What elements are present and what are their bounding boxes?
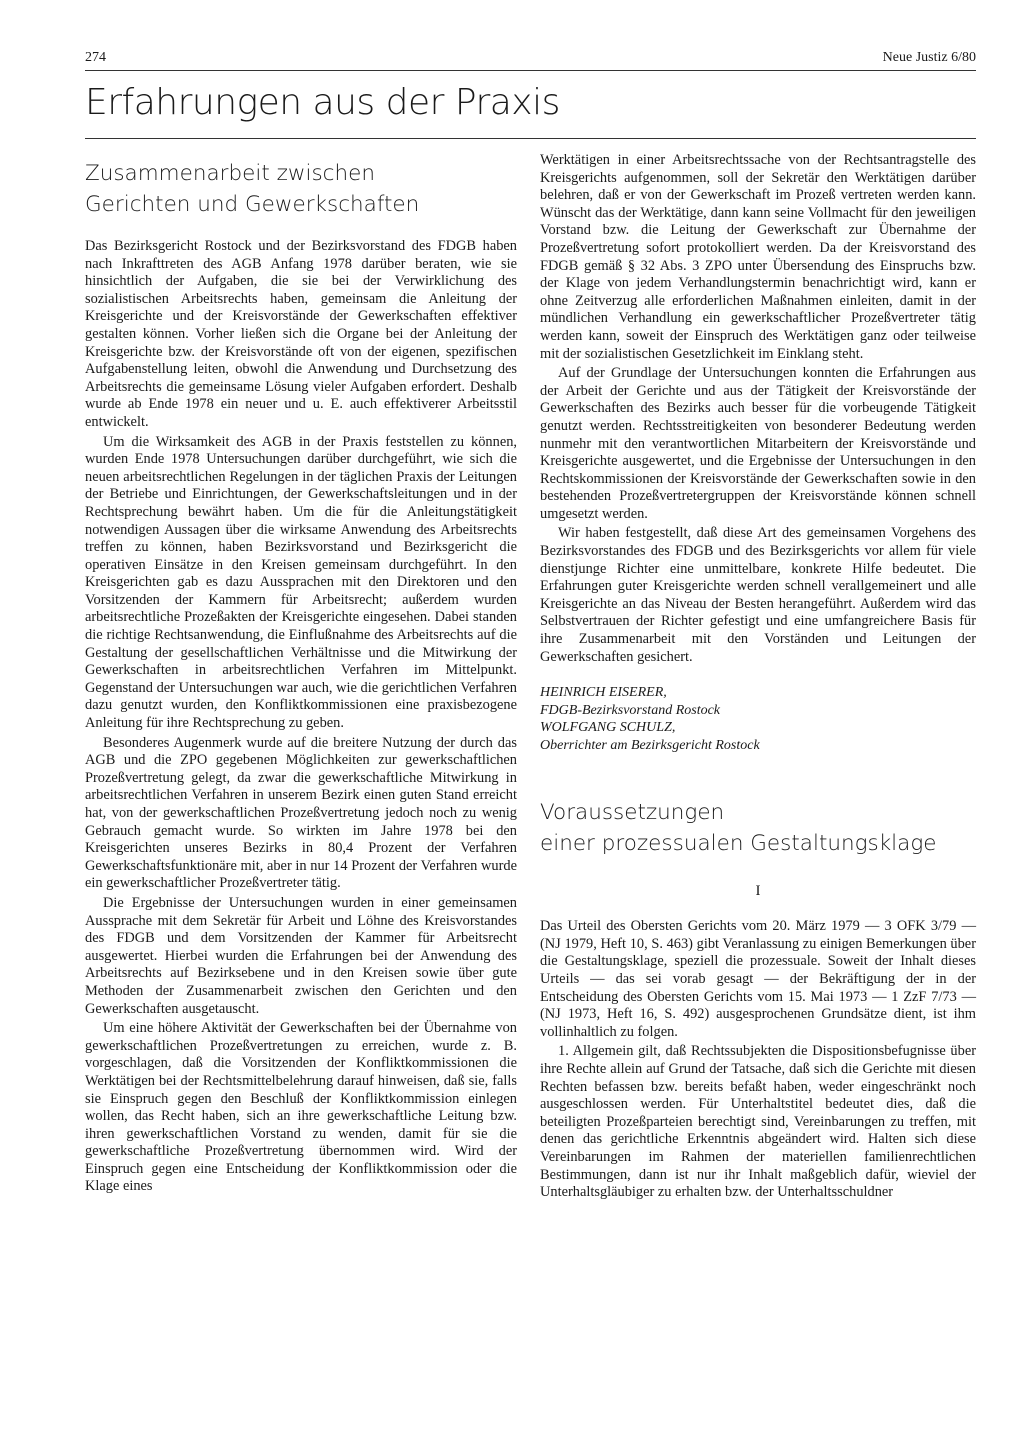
paragraph: Auf der Grundlage der Untersuchungen konnten die Erfahrungen aus der Arbeit der Gerichte und aus der Tätigkeit der Kreisvorstände der Gewerkschaften des Bezirks auch besser für die vorbeugende Tätigkeit genutzt werden. Rechtsstreitigkeiten von besonderer Bedeutung werden nunmehr mit den verantwortlichen Mitarbeitern der Kreisvorstände und Kreisgerichte ausgewertet, und die Ergebnisse der Untersuchungen in den Rechtskommissionen der Kreisvorstände der Gewerkschaften sowie in den bestehenden Prozeßvertretergruppen der Kreisvorstände können schnell umgesetzt werden. — [540, 365, 976, 522]
author-name: HEINRICH EISERER, — [540, 685, 667, 701]
right-column — [540, 152, 976, 1204]
paragraph: Besonderes Augenmerk wurde auf die breitere Nutzung der durch das AGB und die ZPO gegebenen Möglichkeiten zur gewerkschaftlichen Prozeßvertretung gelegt, da zwar die gewerkschaftliche Mitwirkung in arbeitsrechtlichen Verfahren in unserem Bezirk einen guten Stand erreicht hat, von der gewerkschaftlichen Prozeßvertretung jedoch noch zu wenig Gebrauch gemacht wurde. So wirkten im Jahre 1978 bei den Kreisgerichten unseres Bezirks in 80,4 Prozent der Verfahren Gewerkschaftsfunktionäre mit, aber in nur 14 Prozent der Verfahren wurde ein gewerkschaftlicher Prozeßvertreter tätig. — [85, 734, 517, 892]
journal-issue: Neue Justiz 6/80 — [882, 50, 976, 65]
section-rule — [85, 138, 976, 139]
paragraph: 1. Allgemein gilt, daß Rechtssubjekten die Dispositionsbefugnisse über ihre Rechte allein auf Grund der Tatsache, daß sich die Gerichte mit diesen Rechten befassen bzw. bereits befaßt haben, weder eingeschränkt noch ausgeschlossen werden. Für Unterhaltstitel bedeutet dies, daß die beteiligten Prozeßparteien berechtigt sind, Vereinbarungen zu treffen, mit denen das gerichtliche Erkenntnis abgeändert wird. Halten sich diese Vereinbarungen im Rahmen der materiellen familienrechtlichen Bestimmungen, dann ist nur ihr Inhalt maßgeblich dafür, wieviel der Unterhaltsgläubiger zu erhalten bzw. der Unterhaltsschuldner — [540, 1043, 976, 1201]
paragraph: Das Bezirksgericht Rostock und der Bezirksvorstand des FDGB haben nach Inkrafttreten des AGB Anfang 1978 darüber beraten, wie sie hinsichtlich der Aufgaben, die sie bei der Verwirklichung des sozialistischen Arbeitsrechts haben, gemeinsam die Anleitung der Kreisgerichte und der Kreisvorstände der Gewerkschaften effektiver gestalten können. Vorher ließen sich die Organe bei der Anleitung der Kreisgerichte bzw. der Kreisvorstände oft von der eigenen, spezifischen Aufgabenstellung leiten, obwohl die Anwendung und Durchsetzung des Arbeitsrechts die gemeinsame Lösung vieler Aufgaben erfordert. Deshalb wurde ab Ende 1978 ein neuer und u. E. auch effektiverer Arbeitsstil entwickelt. — [85, 238, 517, 430]
left-column — [85, 152, 517, 1198]
article-title-line-1: Voraussetzungen — [540, 799, 725, 825]
author-affiliation: FDGB-Bezirksvorstand Rostock — [540, 702, 721, 718]
author-block — [540, 684, 976, 754]
section-numeral: I — [755, 882, 761, 899]
article-title — [540, 797, 976, 859]
page-number: 274 — [85, 50, 106, 65]
paragraph: Die Ergebnisse der Untersuchungen wurden in einer gemeinsamen Aussprache mit dem Sekretär für Arbeit und Löhne des Kreisvorstandes des FDGB und dem Vorsitzenden der Kammer für Arbeitsrecht ausgewertet. Hierbei wurden die Erfahrungen bei der Anwendung des Arbeitsrechts auf Bezirksebene und in den Kreisen sowie über gute Methoden der Zusammenarbeit zwischen den Gerichten und den Gewerkschaften ausgetauscht. — [85, 894, 517, 1017]
article-title-line-2: einer prozessualen Gestaltungsklage — [540, 830, 937, 856]
author-name: WOLFGANG SCHULZ, — [540, 720, 676, 736]
article-title-line-2: Gerichten und Gewerkschaften — [85, 192, 420, 217]
paragraph: Das Urteil des Obersten Gerichts vom 20. März 1979 — 3 OFK 3/79 — (NJ 1979, Heft 10, S. 463) gibt Veranlassung zu einigen Bemerkungen über die Gestaltungsklage, speziell die prozessuale. Soweit der Inhalt dieses Urteils — das sei vorab gesagt — der Bekräftigung der in der Entscheidung des Obersten Gerichts vom 15. Mai 1973 — 1 ZzF 7/73 — (NJ 1973, Heft 16, S. 492) ausgesprochenen Grundsätze dient, ist ihm vollinhaltlich zu folgen. — [540, 918, 976, 1040]
article-title-line-1: Zusammenarbeit zwischen — [85, 161, 375, 186]
article-title — [85, 158, 517, 220]
paragraph: Um die Wirksamkeit des AGB in der Praxis feststellen zu können, wurden Ende 1978 Untersuchungen darüber durchgeführt, wie sich die neuen arbeitsrechtlichen Regelungen in der täglichen Praxis der Leitungen der Betriebe und Einrichtungen, der Gewerkschaftsleitungen und in der Rechtsprechung bewährt haben. Um die für die Anleitungstätigkeit notwendigen Aussagen über die wirksame Anwendung des Arbeitsrechts treffen zu können, haben Bezirksvorstand und Bezirksgericht die operativen Einsätze in den Kreisen gemeinsam durchgeführt. In den Kreisgerichten gab es dazu Aussprachen mit den Direktoren und den Vorsitzenden der Kammern für Arbeitsrecht; außerdem wurden arbeitsrechtliche Prozeßakten der Kreisgerichte eingesehen. Dabei standen die richtige Rechtsanwendung, die Einflußnahme des Arbeitsrechts auf die Gestaltung der gesellschaftlichen Verhältnisse und die Mitwirkung der Gewerkschaften in arbeitsrechtlichen Verfahren im Mittelpunkt. Gegenstand der Untersuchungen war auch, wie die gerichtlichen Verfahren dazu genutzt wurden, den Konfliktkommissionen eine praxisbezogene Anleitung für ihre Rechtsprechung zu geben. — [85, 433, 517, 732]
paragraph: Um eine höhere Aktivität der Gewerkschaften bei der Übernahme von gewerkschaftlichen Prozeßvertretungen zu erreichen, wurde z. B. vorgeschlagen, daß die Vorsitzenden der Konfliktkommissionen die Werktätigen bei der Rechtsmittelbelehrung darauf hinweisen, daß sie, falls sie Einspruch gegen den Beschluß der Konfliktkommission einlegen wollen, das Recht haben, sich an ihre gewerkschaftliche Leitung bzw. ihren gewerkschaftlichen Vorstand zu wenden, damit für sie die gewerkschaftliche Prozeßvertretung übernommen wird. Wird der Einspruch gegen eine Entscheidung der Konfliktkommission oder die Klage eines — [85, 1020, 517, 1195]
header-rule — [85, 70, 976, 71]
paragraph-continued: Werktätigen in einer Arbeitsrechtssache von der Rechtsantragstelle des Kreisgerichts aufgenommen, soll der Sekretär den Werktätigen darüber belehren, daß er von der Gewerkschaft im Prozeß vertreten werden kann. Wünscht das der Werktätige, dann kann seine Vollmacht für den jeweiligen Vorstand bzw. die Leitung der Gewerkschaft zur Übernahme der Prozeßvertretung sofort protokolliert werden. Da der Kreisvorstand des FDGB gemäß § 32 Abs. 3 ZPO unter Übersendung des Einspruchs bzw. der Klage von jedem Verhandlungstermin benachrichtigt wird, kann er ohne Zeitverzug alle erforderlichen Maßnahmen einleiten, damit in der mündlichen Verhandlung ein gewerkschaftlicher Prozeßvertreter tätig werden kann, soweit der Einspruch des Werktätigen ganz oder teilweise mit der sozialistischen Gesetzlichkeit im Einklang steht. — [540, 152, 976, 362]
author-affiliation: Oberrichter am Bezirksgericht Rostock — [540, 738, 760, 753]
section-title: Erfahrungen aus der Praxis — [85, 82, 560, 123]
paragraph: Wir haben festgestellt, daß diese Art des gemeinsamen Vorgehens des Bezirksvorstandes des FDGB und des Bezirksgerichts vor allem für viele dienstjunge Richter eine unmittelbare, konkrete Hilfe bedeutet. Die Erfahrungen guter Kreisgerichte werden schnell verallgemeinert und alle Kreisgerichte an das Niveau der Besten herangeführt. Außerdem wird das Selbstvertrauen der Richter gefestigt und eine umfangreichere Basis für ihre Zusammenarbeit mit den Vorständen und Leitungen der Gewerkschaften gesichert. — [540, 525, 976, 665]
